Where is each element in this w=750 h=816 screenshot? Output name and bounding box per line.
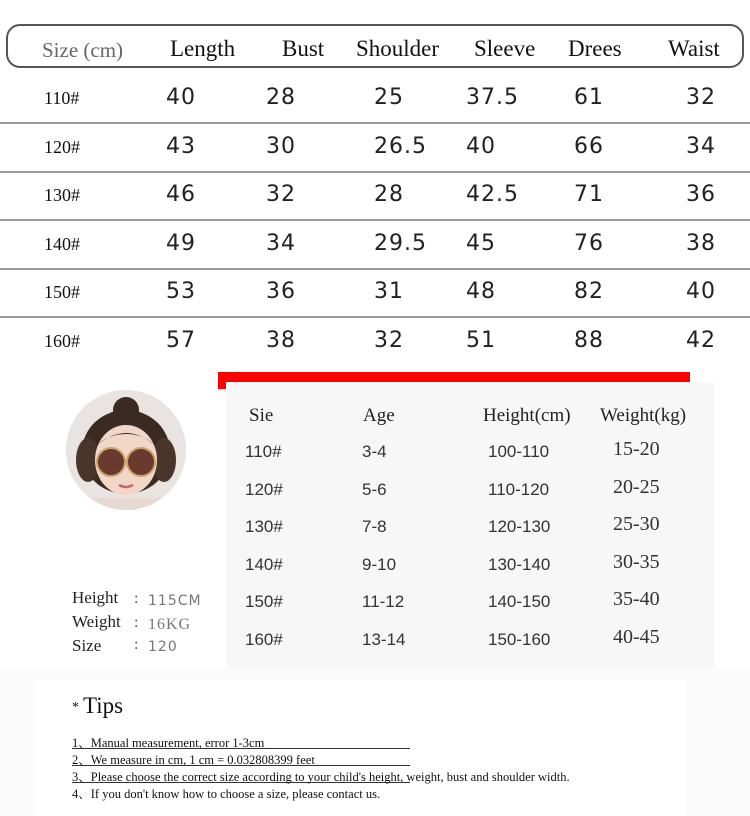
table-cell: 32	[266, 182, 296, 207]
model-avatar	[66, 390, 186, 510]
age-header-age: Age	[363, 405, 395, 426]
model-weight-label: Weight	[72, 612, 121, 631]
age-table-cell: 120-130	[488, 517, 551, 537]
table-cell: 46	[166, 182, 196, 207]
age-table-cell: 5-6	[362, 479, 387, 499]
age-table-cell: 3-4	[362, 442, 387, 461]
age-table-cell: 40-45	[613, 626, 660, 648]
table-cell: 66	[574, 133, 604, 159]
age-table-cell: 25-30	[613, 513, 660, 536]
tip-underline	[72, 765, 410, 766]
tip-item: 3、Please choose the correct size according to your child's height, weight, bust and shoulder width.	[72, 770, 570, 784]
tips-heading: Tips	[83, 693, 124, 718]
row-divider	[0, 122, 750, 124]
header-size: Size (cm)	[42, 38, 124, 62]
star-icon: *	[72, 699, 79, 715]
table-cell: 28	[374, 182, 404, 207]
table-cell: 38	[266, 327, 296, 353]
table-cell: 49	[166, 230, 196, 256]
age-table-cell: 130#	[245, 517, 283, 537]
age-table-cell: 130-140	[488, 554, 551, 574]
age-table-cell: 160#	[245, 630, 283, 649]
age-header-weight: Weight(kg)	[600, 405, 687, 426]
girl-with-sunglasses-icon	[66, 390, 186, 510]
row-size-label: 150#	[44, 282, 80, 302]
age-table-cell: 120#	[245, 479, 283, 499]
table-cell: 43	[166, 133, 196, 159]
table-cell: 28	[266, 85, 296, 110]
table-cell: 38	[686, 230, 716, 256]
model-size-colon: :	[134, 636, 139, 653]
age-table-cell: 13-14	[362, 630, 406, 649]
table-cell: 42	[686, 327, 716, 353]
table-cell: 40	[466, 133, 496, 159]
model-size-value: 120	[148, 639, 178, 655]
table-cell: 45	[466, 230, 496, 256]
age-table-cell: 100-110	[488, 442, 550, 461]
table-cell: 34	[686, 133, 716, 159]
age-table-cell: 150#	[245, 592, 283, 612]
table-cell: 42.5	[466, 182, 519, 207]
row-size-label: 140#	[44, 233, 80, 254]
row-size-label: 160#	[44, 330, 80, 351]
row-divider	[0, 268, 750, 270]
age-table-cell: 35-40	[613, 588, 660, 611]
row-size-label: 110#	[44, 88, 80, 108]
age-table-cell: 9-10	[362, 554, 397, 574]
tip-underline	[72, 748, 410, 749]
row-divider	[0, 316, 750, 318]
model-size-label: Size	[72, 636, 102, 655]
table-cell: 88	[574, 327, 604, 353]
age-table-cell: 20-25	[613, 475, 660, 498]
header-bust: Bust	[282, 36, 325, 61]
model-height-value: 115CM	[148, 593, 202, 609]
table-cell: 82	[574, 279, 604, 304]
model-weight-colon: :	[134, 614, 139, 631]
age-table-cell: 110-120	[488, 479, 550, 499]
table-cell: 48	[466, 279, 496, 304]
table-cell: 26.5	[374, 133, 427, 159]
table-cell: 53	[166, 279, 196, 304]
row-divider	[0, 171, 750, 173]
table-cell: 51	[466, 327, 496, 353]
table-cell: 76	[574, 230, 604, 256]
tips-title	[72, 693, 123, 719]
header-sleeve: Sleeve	[474, 36, 536, 61]
table-cell: 71	[574, 182, 604, 207]
model-height-label: Height	[72, 588, 119, 607]
age-table-cell: 110#	[245, 442, 282, 461]
row-size-label: 130#	[44, 185, 80, 205]
tip-item: 4、If you don't know how to choose a size, please contact us.	[72, 787, 381, 801]
table-cell: 61	[574, 85, 604, 110]
table-cell: 25	[374, 85, 404, 110]
tip-underline	[72, 782, 410, 783]
age-table-cell: 150-160	[488, 630, 551, 649]
table-cell: 31	[374, 279, 404, 304]
age-table-cell: 11-12	[362, 592, 405, 612]
table-cell: 36	[266, 279, 296, 304]
table-cell: 40	[686, 279, 716, 304]
row-divider	[0, 219, 750, 221]
age-table-cell: 140-150	[488, 592, 551, 612]
age-header-height: Height(cm)	[483, 405, 571, 426]
table-cell: 32	[374, 327, 404, 353]
header-length: Length	[170, 36, 236, 61]
size-measurement-table	[0, 0, 750, 365]
row-size-label: 120#	[44, 136, 80, 157]
table-cell: 30	[266, 133, 296, 159]
age-table-cell: 15-20	[613, 438, 660, 460]
header-waist: Waist	[668, 36, 720, 61]
table-cell: 57	[166, 327, 196, 353]
tip-item: 1、Manual measurement, error 1-3cm	[72, 736, 265, 750]
tip-item: 2、We measure in cm, 1 cm = 0.032808399 feet	[72, 753, 315, 767]
model-weight-value: 16KG	[148, 616, 192, 633]
age-table-cell: 30-35	[613, 550, 660, 573]
header-shoulder: Shoulder	[356, 36, 440, 61]
age-header-size: Sie	[249, 405, 274, 426]
table-cell: 34	[266, 230, 296, 256]
table-cell: 29.5	[374, 230, 427, 256]
table-cell: 36	[686, 182, 716, 207]
age-table-cell: 140#	[245, 554, 283, 574]
age-table-cell: 7-8	[362, 517, 387, 537]
table-cell: 37.5	[466, 85, 519, 110]
table-cell: 32	[686, 85, 716, 110]
table-cell: 40	[166, 85, 196, 110]
header-dress: Drees	[568, 36, 622, 61]
model-height-colon: :	[134, 590, 139, 607]
